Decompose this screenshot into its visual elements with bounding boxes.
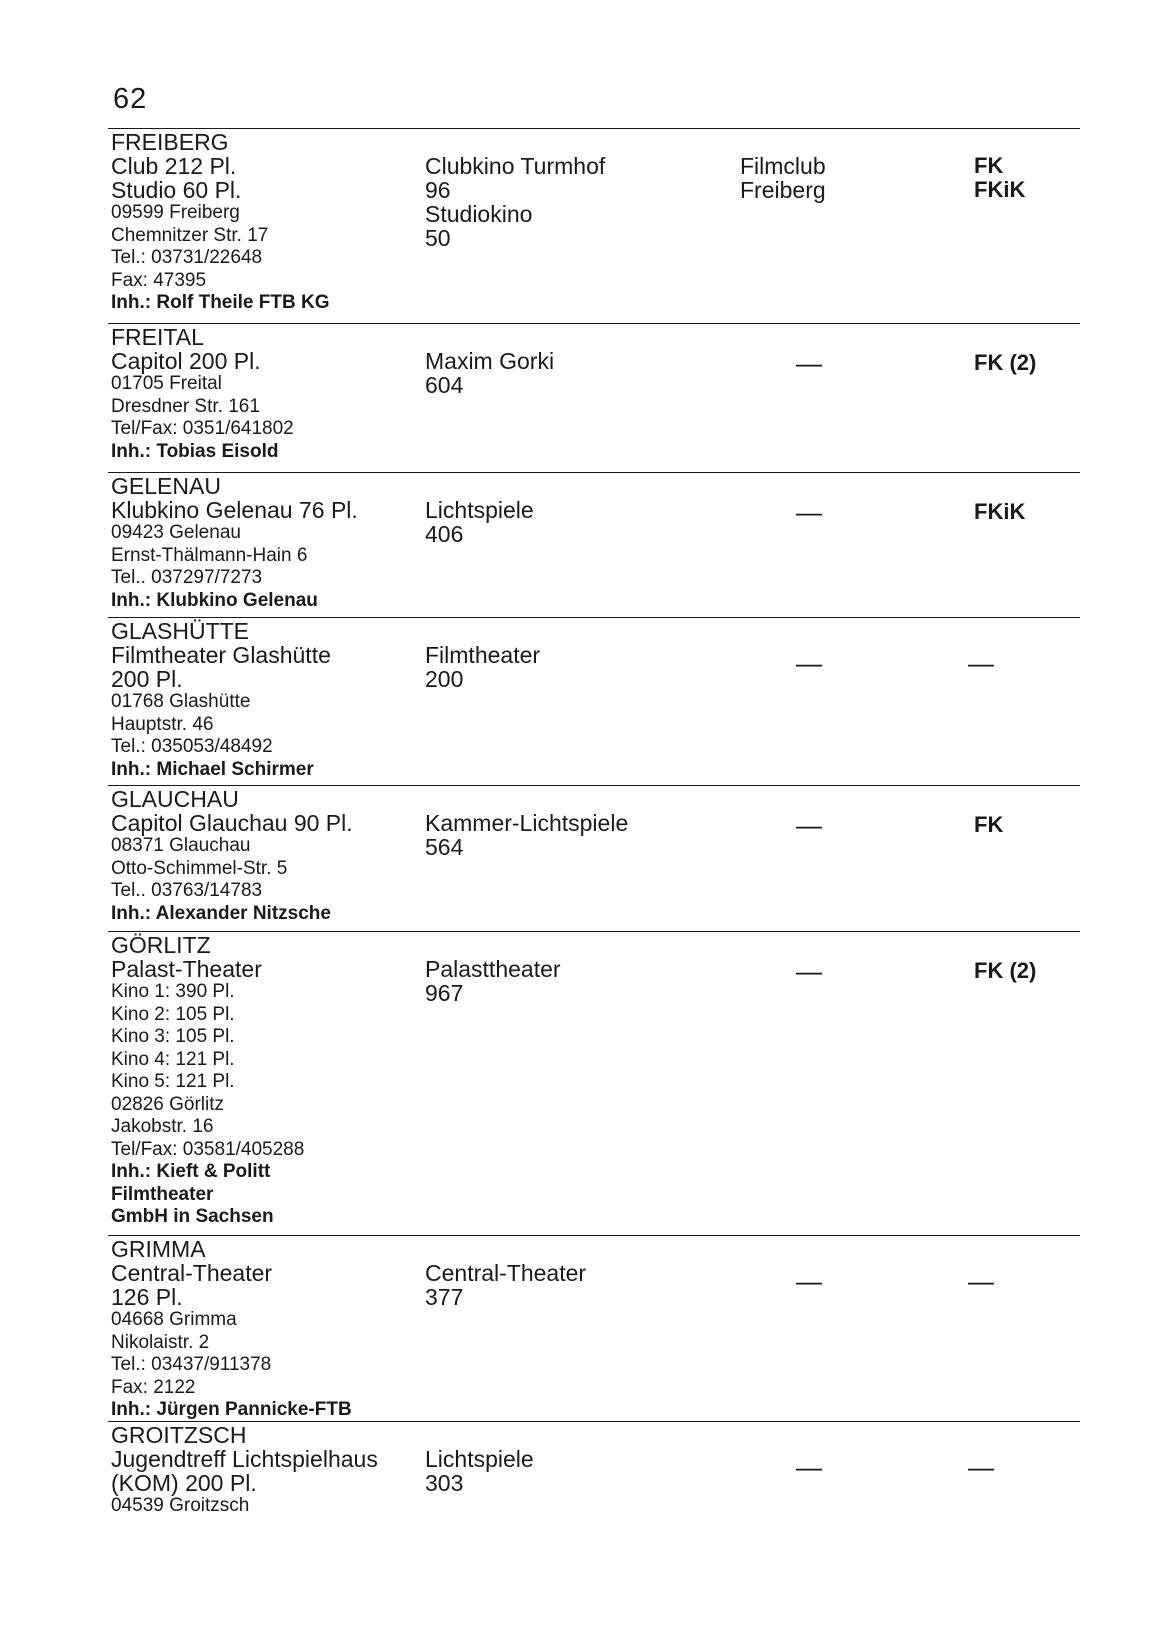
empty-dash: — (796, 810, 822, 840)
empty-dash: — (796, 348, 822, 378)
address-line: Tel.: 03731/22648 (111, 247, 263, 268)
venue-line: Capitol 200 Pl. (111, 348, 261, 374)
club-column (796, 348, 976, 378)
seat-count: 50 (425, 225, 451, 251)
category-column (968, 648, 1088, 678)
empty-dash: — (796, 956, 822, 986)
former-name-column (425, 498, 695, 546)
club-column (796, 956, 976, 986)
category-code: FK (974, 812, 1004, 837)
venue-line: 200 Pl. (111, 666, 183, 692)
address-line: Jakobstr. 16 (111, 1116, 214, 1137)
entry-glauchau (108, 785, 1080, 931)
venue-line: Palast-Theater (111, 956, 262, 982)
seat-count: 377 (425, 1284, 464, 1310)
category-code: FKiK (974, 177, 1026, 202)
club-column (796, 810, 976, 840)
seat-count: 604 (425, 372, 464, 398)
address-line: Tel.. 037297/7273 (111, 567, 263, 588)
address-line: Dresdner Str. 161 (111, 395, 260, 417)
venue-column (111, 617, 411, 781)
seat-count: 303 (425, 1470, 464, 1496)
empty-dash: — (968, 1452, 994, 1482)
venue-column (111, 1421, 411, 1518)
city-name: GLAUCHAU (111, 786, 239, 812)
entry-groitzsch (108, 1421, 1080, 1541)
venue-line: Central-Theater (111, 1260, 273, 1286)
empty-dash: — (796, 648, 822, 678)
venue-line: Filmtheater Glashütte (111, 642, 331, 668)
address-line: Kino 5: 121 Pl. (111, 1071, 235, 1092)
club-column (796, 497, 976, 527)
former-name: Clubkino Turmhof (425, 153, 606, 179)
venue-line: Jugendtreff Lichtspielhaus (111, 1446, 378, 1472)
city-name: FREITAL (111, 324, 204, 350)
entry-gelenau (108, 472, 1080, 617)
category-code: FK (974, 153, 1004, 178)
venue-column (111, 931, 411, 1229)
seat-count: 564 (425, 834, 464, 860)
city-name: FREIBERG (111, 129, 229, 155)
address-line: Tel/Fax: 03581/405288 (111, 1138, 305, 1160)
former-name-column (425, 957, 695, 1005)
address-line: 01768 Glashütte (111, 691, 251, 712)
category-code: FKiK (974, 499, 1026, 524)
address-line: 09599 Freiberg (111, 202, 240, 223)
address-line: Nikolaistr. 2 (111, 1331, 210, 1353)
seat-count: 406 (425, 521, 464, 547)
owner-line: Inh.: Kieft & Politt (111, 1161, 271, 1182)
former-name-column (425, 154, 695, 250)
venue-column (111, 128, 411, 315)
category-code: FK (2) (974, 350, 1037, 375)
owner-line: GmbH in Sachsen (111, 1206, 274, 1227)
owner-line: Inh.: Tobias Eisold (111, 440, 279, 462)
seat-count: 967 (425, 980, 464, 1006)
former-name: Kammer-Lichtspiele (425, 810, 629, 836)
address-line: 04668 Grimma (111, 1309, 237, 1330)
venue-line: 126 Pl. (111, 1284, 183, 1310)
entry-glashuette (108, 617, 1080, 785)
former-name-column (425, 811, 695, 859)
category-column (974, 500, 1094, 524)
venue-line: Club 212 Pl. (111, 153, 237, 179)
city-name: GRIMMA (111, 1236, 206, 1262)
former-name: Lichtspiele (425, 497, 534, 523)
entry-freiberg (108, 128, 1080, 323)
city-name: GLASHÜTTE (111, 618, 250, 644)
club-column (796, 648, 976, 678)
address-line: Tel.: 035053/48492 (111, 736, 273, 757)
address-line: Tel/Fax: 0351/641802 (111, 418, 294, 439)
former-name-column (425, 349, 695, 397)
category-column (974, 959, 1094, 983)
category-column (974, 154, 1094, 202)
owner-line: Inh.: Jürgen Pannicke-FTB (111, 1399, 352, 1420)
former-name: Central-Theater (425, 1260, 587, 1286)
former-name: Lichtspiele (425, 1446, 534, 1472)
category-column (974, 813, 1094, 837)
address-line: Fax: 47395 (111, 269, 207, 291)
venue-line: Klubkino Gelenau 76 Pl. (111, 497, 358, 523)
address-line: 04539 Groitzsch (111, 1495, 250, 1516)
owner-line: Inh.: Klubkino Gelenau (111, 589, 318, 611)
entry-goerlitz (108, 931, 1080, 1235)
address-line: Tel.. 03763/14783 (111, 880, 263, 901)
address-line: Kino 3: 105 Pl. (111, 1026, 235, 1047)
former-name: Studiokino (425, 201, 533, 227)
address-line: 08371 Glauchau (111, 835, 251, 856)
address-line: Kino 2: 105 Pl. (111, 1003, 235, 1025)
empty-dash: — (796, 1452, 822, 1482)
address-line: Kino 1: 390 Pl. (111, 981, 235, 1002)
former-name-column (425, 643, 695, 691)
page-number: 62 (113, 83, 148, 115)
empty-dash: — (796, 1266, 822, 1296)
address-line: 09423 Gelenau (111, 522, 241, 543)
former-name-column (425, 1261, 695, 1309)
category-code: FK (2) (974, 958, 1037, 983)
address-line: Hauptstr. 46 (111, 713, 214, 735)
city-name: GÖRLITZ (111, 932, 211, 958)
address-line: 01705 Freital (111, 373, 222, 394)
address-line: Kino 4: 121 Pl. (111, 1048, 235, 1070)
empty-dash: — (968, 1266, 994, 1296)
former-name-column (425, 1447, 695, 1495)
seat-count: 96 (425, 177, 451, 203)
address-line: Ernst-Thälmann-Hain 6 (111, 544, 308, 566)
venue-line: Capitol Glauchau 90 Pl. (111, 810, 353, 836)
city-name: GELENAU (111, 473, 221, 499)
address-line: 02826 Görlitz (111, 1093, 225, 1115)
owner-line: Inh.: Rolf Theile FTB KG (111, 292, 330, 313)
club-name: Filmclub (740, 153, 826, 179)
club-column (796, 1266, 976, 1296)
venue-line: Studio 60 Pl. (111, 177, 242, 203)
empty-dash: — (968, 648, 994, 678)
seat-count: 200 (425, 666, 464, 692)
venue-column (111, 1235, 411, 1422)
venue-column (111, 472, 411, 612)
former-name: Maxim Gorki (425, 348, 555, 374)
address-line: Tel.: 03437/911378 (111, 1354, 272, 1375)
category-column (968, 1452, 1088, 1482)
empty-dash: — (796, 497, 822, 527)
owner-line: Filmtheater (111, 1183, 214, 1205)
address-line: Otto-Schimmel-Str. 5 (111, 857, 288, 879)
former-name: Palasttheater (425, 956, 561, 982)
venue-column (111, 323, 411, 463)
club-name: Freiberg (740, 177, 826, 203)
club-column (796, 1452, 976, 1482)
venue-line: (KOM) 200 Pl. (111, 1470, 257, 1496)
category-column (974, 351, 1094, 375)
entry-freital (108, 323, 1080, 473)
former-name: Filmtheater (425, 642, 541, 668)
address-line: Fax: 2122 (111, 1376, 196, 1398)
venue-column (111, 785, 411, 925)
address-line: Chemnitzer Str. 17 (111, 224, 269, 246)
city-name: GROITZSCH (111, 1422, 247, 1448)
owner-line: Inh.: Alexander Nitzsche (111, 902, 331, 924)
category-column (968, 1266, 1088, 1296)
club-column (740, 154, 920, 202)
owner-line: Inh.: Michael Schirmer (111, 758, 314, 780)
entry-grimma (108, 1235, 1080, 1421)
